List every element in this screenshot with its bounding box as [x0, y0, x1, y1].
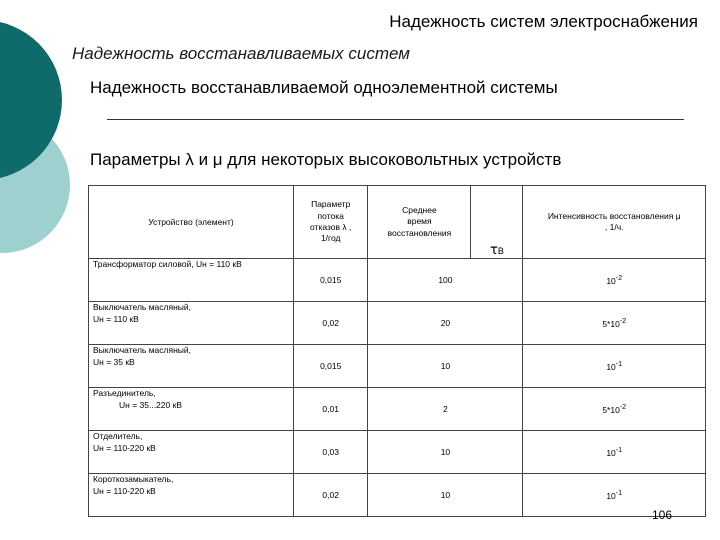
header-recovery-time-line3: восстановления — [387, 227, 452, 238]
table-row — [89, 474, 706, 517]
table-row — [89, 259, 706, 302]
mu-base: 5*10 — [602, 404, 620, 415]
section-subtitle: Надежность восстанавливаемых систем — [72, 44, 410, 63]
decorative-circles — [0, 0, 80, 300]
device-voltage: Uн = 35 кВ — [93, 356, 135, 367]
mu-exponent: -2 — [615, 274, 623, 283]
tau-symbol: τ — [490, 243, 498, 258]
page-number: 106 — [652, 508, 673, 522]
mu-base: 10 — [606, 490, 616, 501]
header-failure-rate-line2: потока — [317, 210, 344, 221]
tau-cell: 10 — [368, 345, 523, 388]
header-failure-rate — [293, 186, 367, 259]
header-recovery-time-line1: Среднее — [402, 204, 437, 215]
mu-base: 5*10 — [602, 318, 620, 329]
header-recovery-rate-line2: , 1/ч. — [604, 222, 624, 232]
device-voltage: Uн = 110-220 кВ — [93, 442, 156, 453]
mu-exponent: -1 — [615, 360, 623, 369]
mu-exponent: -2 — [619, 403, 627, 412]
presentation-title: Надежность систем электроснабжения — [389, 12, 698, 31]
lambda-cell: 0,01 — [293, 388, 367, 431]
lambda-cell: 0,015 — [293, 259, 367, 302]
heading-divider — [107, 119, 684, 120]
device-name: Отделитель, — [93, 431, 143, 441]
tau-cell: 100 — [368, 259, 523, 302]
device-name: Трансформатор силовой, Uн = 110 кВ — [93, 259, 242, 269]
device-name: Короткозамыкатель, — [93, 474, 174, 484]
mu-exponent: -1 — [615, 446, 623, 455]
mu-cell — [523, 345, 706, 388]
device-voltage: Uн = 110-220 кВ — [93, 485, 156, 496]
device-voltage: Uн = 35...220 кВ — [119, 399, 182, 410]
lambda-cell: 0,02 — [293, 302, 367, 345]
device-cell — [89, 431, 294, 474]
table-header-row — [89, 186, 706, 259]
mu-cell — [523, 302, 706, 345]
table-row — [89, 388, 706, 431]
device-cell — [89, 259, 294, 302]
device-cell — [89, 302, 294, 345]
tau-cell: 2 — [368, 388, 523, 431]
mu-cell — [523, 259, 706, 302]
device-name: Выключатель масляный, — [93, 302, 191, 312]
device-name: Разъединитель, — [93, 388, 156, 398]
header-failure-rate-line1: Параметр — [311, 199, 351, 210]
tau-cell: 10 — [368, 431, 523, 474]
device-cell — [89, 388, 294, 431]
device-cell — [89, 345, 294, 388]
reliability-table — [88, 185, 706, 517]
device-cell — [89, 474, 294, 517]
header-tau-symbol — [471, 186, 523, 259]
mu-exponent: -1 — [615, 489, 623, 498]
device-name: Выключатель масляный, — [93, 345, 191, 355]
table-row — [89, 431, 706, 474]
header-recovery-time-line2: время — [407, 216, 432, 227]
mu-base: 10 — [606, 275, 616, 286]
tau-subscript: В — [497, 246, 504, 256]
mu-cell — [523, 431, 706, 474]
header-recovery-rate — [523, 186, 706, 259]
lambda-cell: 0,02 — [293, 474, 367, 517]
header-recovery-time — [368, 186, 471, 259]
header-failure-rate-line3: отказов λ , — [310, 222, 352, 232]
mu-exponent: -2 — [619, 317, 627, 326]
mu-base: 10 — [606, 361, 616, 372]
mu-base: 10 — [606, 447, 616, 458]
header-device: Устройство (элемент) — [89, 186, 294, 259]
device-voltage: Uн = 110 кВ — [93, 313, 139, 324]
header-recovery-rate-line1: Интенсивность восстановления μ — [547, 210, 681, 221]
table-row — [89, 345, 706, 388]
slide-heading: Надежность восстанавливаемой одноэлементной системы — [90, 78, 558, 97]
header-failure-rate-line4: 1/год — [320, 233, 341, 244]
mu-cell — [523, 388, 706, 431]
lambda-cell: 0,015 — [293, 345, 367, 388]
table-row — [89, 302, 706, 345]
tau-cell: 10 — [368, 474, 523, 517]
table-title: Параметры λ и μ для некоторых высоковольтных устройств — [90, 150, 562, 169]
lambda-cell: 0,03 — [293, 431, 367, 474]
tau-cell: 20 — [368, 302, 523, 345]
mu-cell — [523, 474, 706, 517]
